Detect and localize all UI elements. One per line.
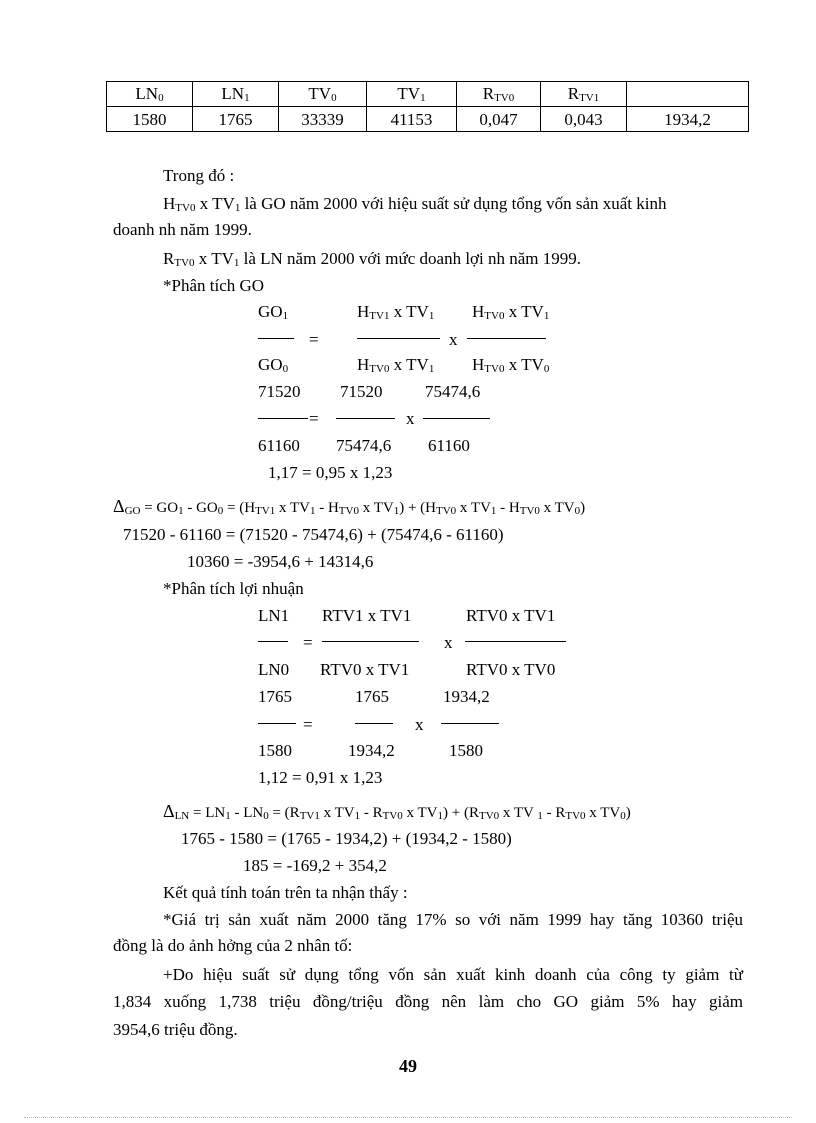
ln-denominator-r2: RTV0 x TV0 xyxy=(466,660,556,679)
paragraph-2-line-3: 3954,6 triệu đồng. xyxy=(113,1020,238,1039)
go-delta-result: 10360 = -3954,6 + 14314,6 xyxy=(187,552,374,571)
table-header-cell: LN0 xyxy=(107,82,193,107)
paragraph-1-line-1: *Giá trị sản xuất năm 2000 tăng 17% so với năm 1999 hay tăng 10360 triệu xyxy=(163,910,743,929)
ln-num-1: 1765 xyxy=(258,687,292,706)
r-definition-line: RTV0 x TV1 là LN năm 2000 với mức doanh lợi nh năm 1999. xyxy=(163,249,582,269)
table-header-row xyxy=(107,82,749,107)
ln-delta-result: 185 = -169,2 + 354,2 xyxy=(243,856,387,875)
ln-ratio: 1,12 = 0,91 x 1,23 xyxy=(258,768,383,787)
ln-den-1: 1580 xyxy=(258,741,292,760)
trong-do-label: Trong đó : xyxy=(163,166,235,185)
ln-equals: = xyxy=(303,715,313,734)
h-definition-line: HTV0 x TV1 là GO năm 2000 với hiệu suất sử dụng tổng vốn sản xuất kinh xyxy=(163,194,667,214)
fraction-bar xyxy=(258,338,294,339)
ln-equals: = xyxy=(303,633,313,652)
ln-num-3: 1934,2 xyxy=(443,687,490,706)
go-delta-values: 71520 - 61160 = (71520 - 75474,6) + (75474,6 - 61160) xyxy=(123,525,504,544)
go-den-2: 75474,6 xyxy=(336,436,392,455)
go-denominator-left: GO0 xyxy=(258,355,289,375)
ln-num-2: 1765 xyxy=(355,687,389,706)
go-num-2: 71520 xyxy=(340,382,383,401)
table-cell: 0,043 xyxy=(541,107,627,132)
table-cell: 1765 xyxy=(193,107,279,132)
go-denominator-r1: HTV0 x TV1 xyxy=(357,355,435,375)
go-times: x xyxy=(406,409,415,428)
ln-analysis-heading: *Phân tích lợi nhuận xyxy=(163,579,304,598)
ln-delta-values: 1765 - 1580 = (1765 - 1934,2) + (1934,2 - 1580) xyxy=(181,829,512,848)
footer-divider xyxy=(24,1117,792,1118)
data-table xyxy=(106,81,749,132)
table-cell: 1934,2 xyxy=(627,107,749,132)
go-numerator-r1: HTV1 x TV1 xyxy=(357,302,435,322)
table-cell: 41153 xyxy=(367,107,457,132)
ln-numerator-r2: RTV0 x TV1 xyxy=(466,606,556,625)
ln-den-3: 1580 xyxy=(449,741,483,760)
ln-delta-equation: ΔLN = LN1 - LN0 = (RTV1 x TV1 - RTV0 x TV1) + (RTV0 x TV 1 - RTV0 x TV0) xyxy=(163,801,631,822)
go-ratio: 1,17 = 0,95 x 1,23 xyxy=(268,463,393,482)
go-num-3: 75474,6 xyxy=(425,382,481,401)
ln-denominator-left: LN0 xyxy=(258,660,290,679)
fraction-bar xyxy=(423,418,490,419)
go-numerator-left: GO1 xyxy=(258,302,289,322)
go-equals: = xyxy=(309,409,319,428)
ln-denominator-r1: RTV0 x TV1 xyxy=(320,660,410,679)
table-cell: 33339 xyxy=(279,107,367,132)
fraction-bar xyxy=(322,641,419,642)
table-header-cell: TV0 xyxy=(279,82,367,107)
paragraph-2-line-1: +Do hiệu suất sử dụng tổng vốn sản xuất kinh doanh của công ty giảm từ xyxy=(163,965,743,984)
fraction-bar xyxy=(336,418,395,419)
paragraph-1-line-2: đồng là do ảnh hởng của 2 nhân tố: xyxy=(113,936,353,955)
table-header-cell: RTV0 xyxy=(457,82,541,107)
fraction-bar xyxy=(355,723,393,724)
go-delta-equation: ΔGO = GO1 - GO0 = (HTV1 x TV1 - HTV0 x TV1) + (HTV0 x TV1 - HTV0 x TV0) xyxy=(113,496,586,517)
table-row xyxy=(107,107,749,132)
go-den-3: 61160 xyxy=(428,436,470,455)
fraction-bar xyxy=(441,723,499,724)
h-definition-line-2: doanh nh năm 1999. xyxy=(113,220,252,239)
fraction-bar xyxy=(258,418,308,419)
ln-numerator-left: LN1 xyxy=(258,606,290,625)
go-equals: = xyxy=(309,330,319,349)
fraction-bar xyxy=(258,641,288,642)
go-times: x xyxy=(449,330,458,349)
go-num-1: 71520 xyxy=(258,382,301,401)
table-header-cell xyxy=(627,82,749,107)
table-header-cell: RTV1 xyxy=(541,82,627,107)
fraction-bar xyxy=(357,338,440,339)
go-den-1: 61160 xyxy=(258,436,300,455)
ln-times: x xyxy=(415,715,424,734)
go-numerator-r2: HTV0 x TV1 xyxy=(472,302,550,322)
paragraph-2-line-2: 1,834 xuống 1,738 triệu đồng/triệu đồng nên làm cho GO giảm 5% hay giảm xyxy=(113,992,743,1011)
table-cell: 0,047 xyxy=(457,107,541,132)
table-header-cell: LN1 xyxy=(193,82,279,107)
fraction-bar xyxy=(465,641,566,642)
page-number: 49 xyxy=(399,1056,417,1076)
ln-times: x xyxy=(444,633,453,652)
go-denominator-r2: HTV0 x TV0 xyxy=(472,355,550,375)
go-analysis-heading: *Phân tích GO xyxy=(163,276,265,295)
ln-den-2: 1934,2 xyxy=(348,741,395,760)
fraction-bar xyxy=(258,723,296,724)
result-heading: Kết quả tính toán trên ta nhận thấy : xyxy=(163,883,408,902)
table-header-cell: TV1 xyxy=(367,82,457,107)
ln-numerator-r1: RTV1 x TV1 xyxy=(322,606,412,625)
fraction-bar xyxy=(467,338,546,339)
table-cell: 1580 xyxy=(107,107,193,132)
